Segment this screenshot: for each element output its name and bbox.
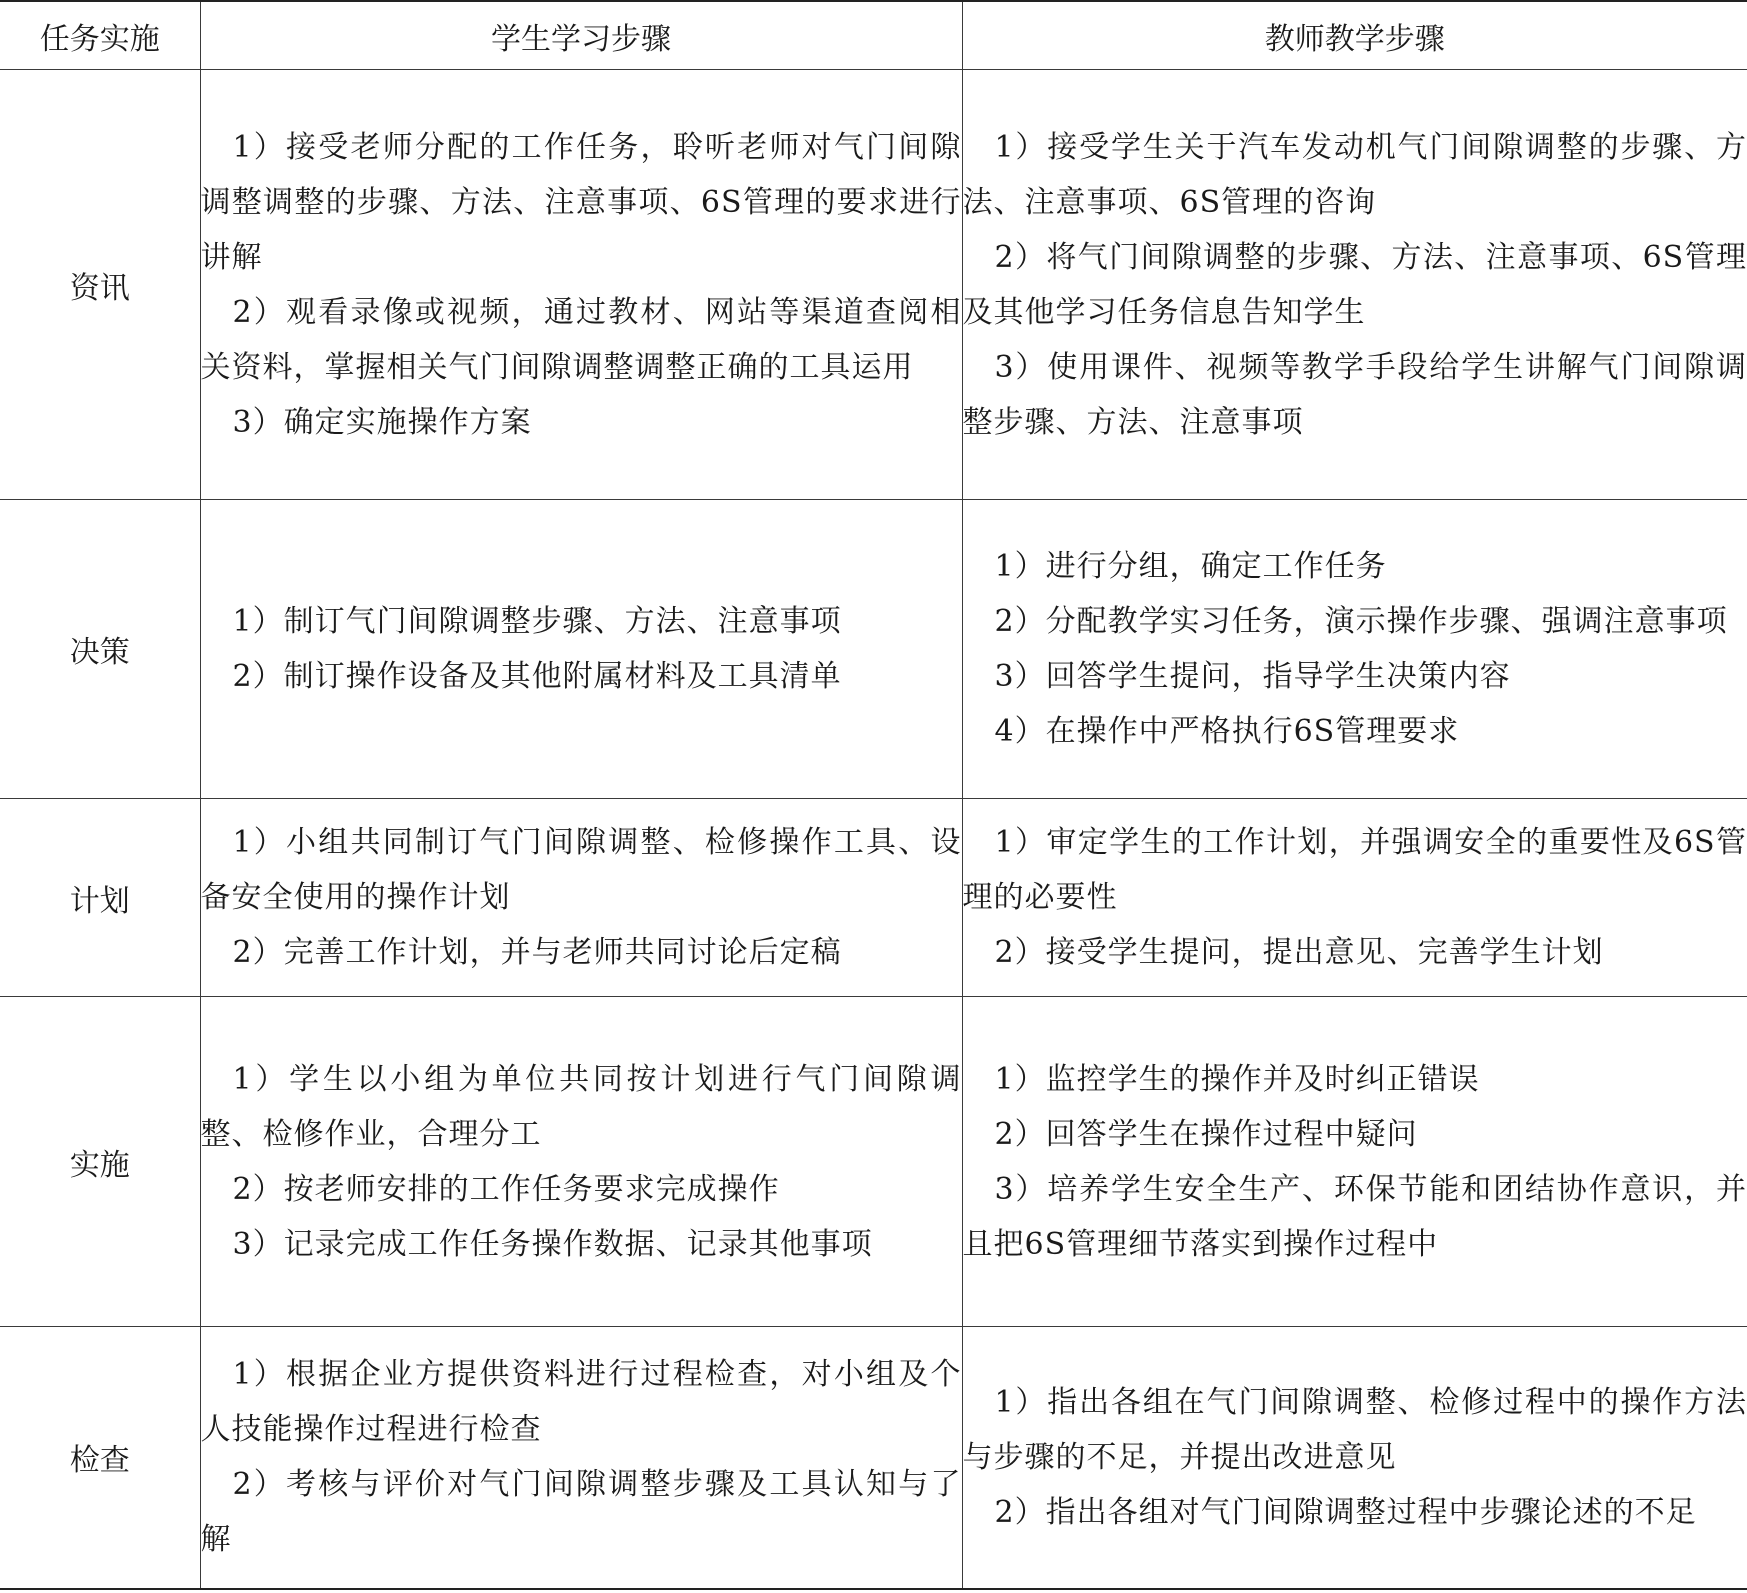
phase-cell: 实施 (0, 997, 200, 1327)
phase-cell: 决策 (0, 500, 200, 799)
teacher-step: 4）在操作中严格执行6S管理要求 (994, 714, 1460, 749)
teacher-step: 2）指出各组对气门间隙调整过程中步骤论述的不足 (994, 1494, 1697, 1530)
table-row (0, 1327, 1747, 1589)
table-row (0, 997, 1747, 1327)
teacher-steps-cell (962, 799, 1747, 997)
header-phase: 任务实施 (0, 1, 200, 70)
header-row (0, 1, 1747, 70)
header-teacher-steps: 教师教学步骤 (962, 1, 1747, 70)
teacher-step: 1）审定学生的工作计划，并强调安全的重要性及6S管理的必要性 (962, 825, 1747, 915)
student-step: 1）根据企业方提供资料进行过程检查，对小组及个人技能操作过程进行检查 (200, 1357, 962, 1448)
phase-cell: 计划 (0, 799, 200, 997)
student-step: 2）考核与评价对气门间隙调整步骤及工具认知与了解 (200, 1467, 962, 1558)
student-steps-cell (200, 997, 962, 1327)
student-step: 1）接受老师分配的工作任务，聆听老师对气门间隙调整调整的步骤、方法、注意事项、6S管理的要求进行讲解 (200, 129, 962, 275)
student-step: 1）学生以小组为单位共同按计划进行气门间隙调整、检修作业，合理分工 (200, 1061, 962, 1152)
student-step: 1）制订气门间隙调整步骤、方法、注意事项 (232, 604, 842, 639)
teacher-step: 3）培养学生安全生产、环保节能和团结协作意识，并且把6S管理细节落实到操作过程中 (962, 1171, 1747, 1262)
header-student-steps: 学生学习步骤 (200, 1, 962, 70)
teacher-step: 2）分配教学实习任务，演示操作步骤、强调注意事项 (994, 604, 1728, 639)
student-steps-cell (200, 799, 962, 997)
student-steps-cell (200, 1327, 962, 1589)
student-step: 2）按老师安排的工作任务要求完成操作 (232, 1171, 780, 1207)
student-steps-cell (200, 500, 962, 799)
student-step: 2）观看录像或视频，通过教材、网站等渠道查阅相关资料，掌握相关气门间隙调整调整正确的工具运用 (200, 294, 962, 385)
table-row (0, 70, 1747, 500)
teacher-steps-cell (962, 1327, 1747, 1589)
teacher-steps-cell (962, 500, 1747, 799)
phase-cell: 资讯 (0, 70, 200, 500)
teacher-step: 1）指出各组在气门间隙调整、检修过程中的操作方法与步骤的不足，并提出改进意见 (962, 1384, 1747, 1475)
teacher-steps-cell (962, 70, 1747, 500)
student-step: 2）制订操作设备及其他附属材料及工具清单 (232, 659, 842, 694)
teacher-step: 1）监控学生的操作并及时纠正错误 (994, 1061, 1480, 1097)
teacher-step: 2）回答学生在操作过程中疑问 (994, 1116, 1418, 1152)
student-steps-cell (200, 70, 962, 500)
student-step: 1）小组共同制订气门间隙调整、检修操作工具、设备安全使用的操作计划 (200, 825, 962, 915)
teacher-step: 1）接受学生关于汽车发动机气门间隙调整的步骤、方法、注意事项、6S管理的咨询 (962, 129, 1747, 220)
teacher-step: 2）将气门间隙调整的步骤、方法、注意事项、6S管理及其他学习任务信息告知学生 (962, 239, 1747, 330)
phase-cell: 检查 (0, 1327, 200, 1589)
teacher-step: 3）回答学生提问，指导学生决策内容 (994, 659, 1511, 694)
student-step: 3）确定实施操作方案 (232, 404, 532, 440)
table-row (0, 500, 1747, 799)
student-step: 2）完善工作计划，并与老师共同讨论后定稿 (232, 935, 842, 970)
table-row (0, 799, 1747, 997)
teacher-step: 2）接受学生提问，提出意见、完善学生计划 (994, 935, 1604, 970)
teacher-step: 1）进行分组，确定工作任务 (994, 549, 1387, 584)
teacher-step: 3）使用课件、视频等教学手段给学生讲解气门间隙调整步骤、方法、注意事项 (962, 349, 1747, 440)
teacher-steps-cell (962, 997, 1747, 1327)
student-step: 3）记录完成工作任务操作数据、记录其他事项 (232, 1226, 873, 1262)
